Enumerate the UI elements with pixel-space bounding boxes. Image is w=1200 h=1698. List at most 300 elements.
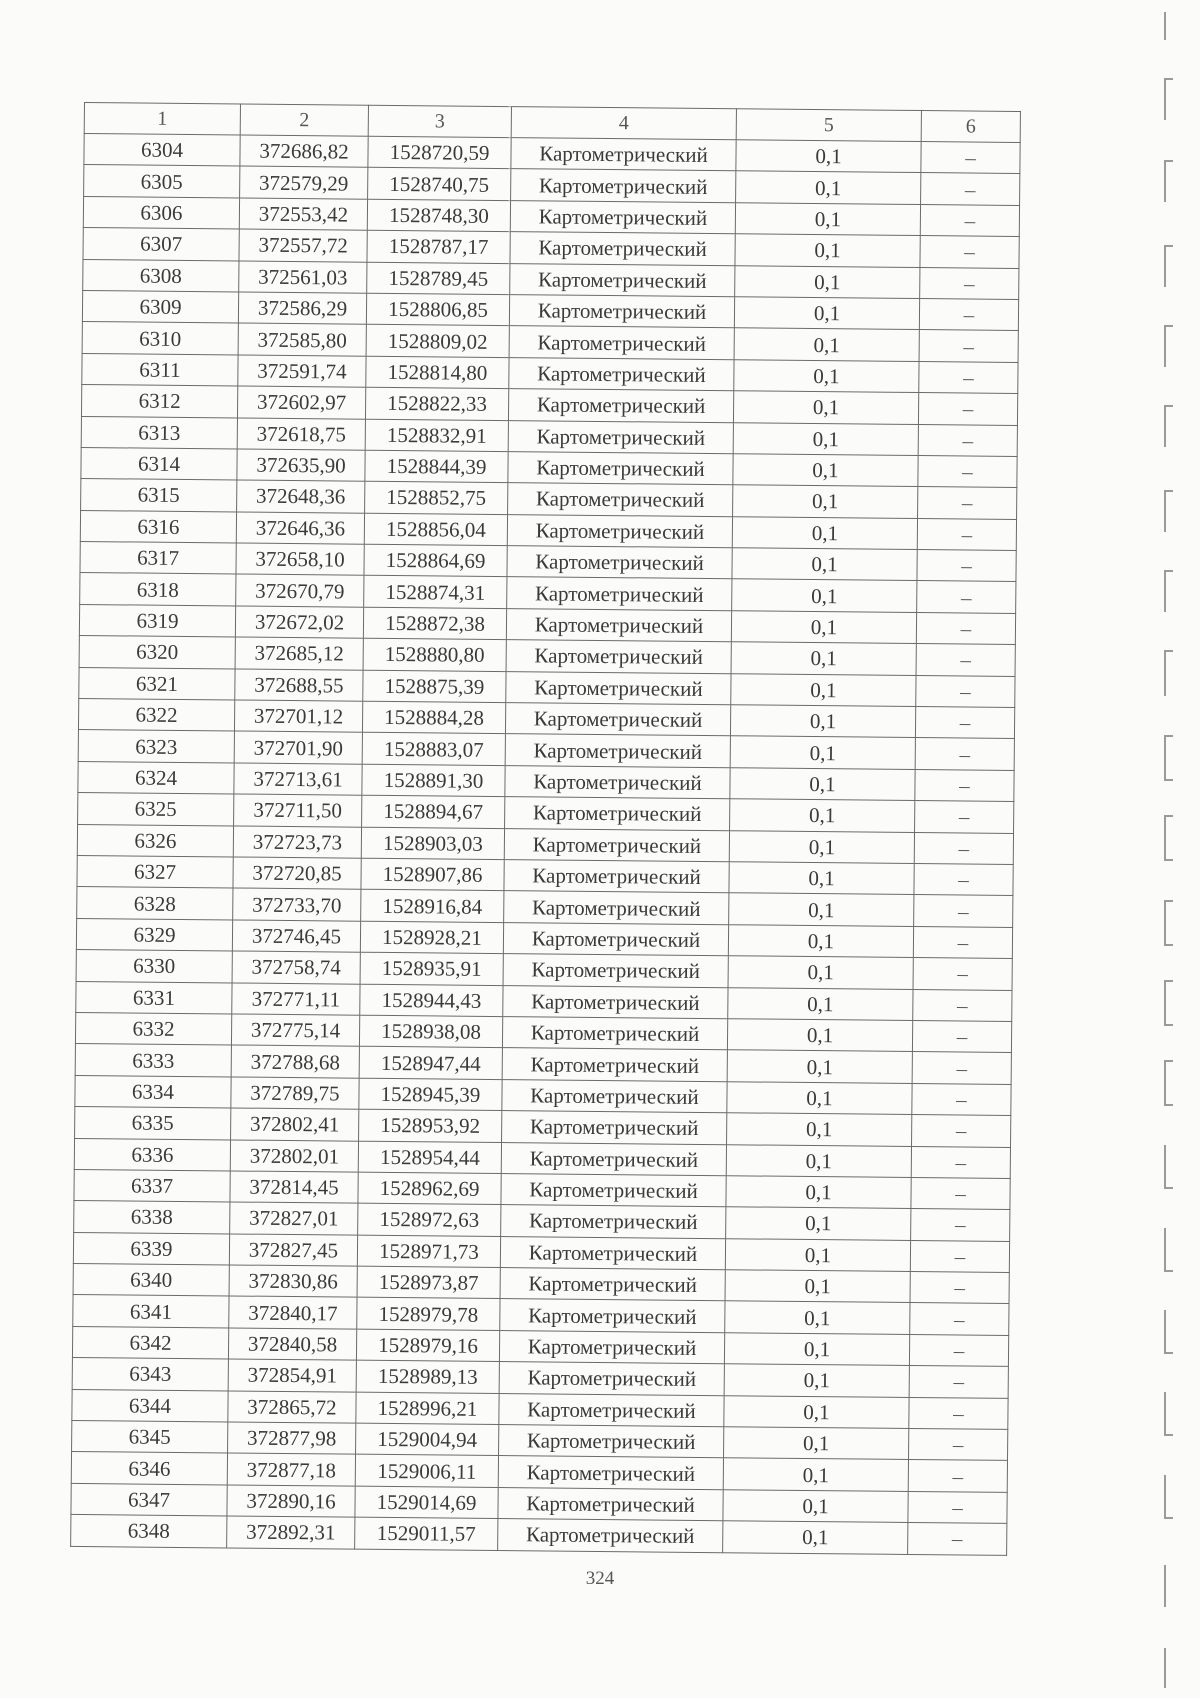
table-cell-dash: – [918,455,1017,487]
table-cell: 372802,41 [231,1108,359,1141]
table-cell: 1528720,59 [368,136,511,169]
table-cell: 6338 [74,1201,230,1234]
table-cell: 372814,45 [230,1171,358,1204]
table-cell: 1529006,11 [355,1455,498,1488]
edge-mark [1164,12,1173,40]
edge-mark [1164,815,1173,861]
table-cell: 1528907,86 [361,858,504,891]
table-cell-dash: – [912,1083,1011,1115]
table-cell: 6329 [76,918,232,951]
table-cell-dash: – [915,769,1014,801]
table-cell: Картометрический [498,1456,723,1490]
table-cell: Картометрический [500,1236,725,1270]
table-cell: 6337 [74,1169,230,1202]
table-cell: 0,1 [727,1081,912,1114]
table-cell: Картометрический [507,546,732,580]
table-cell: 372746,45 [232,920,360,953]
table-cell: 1528938,08 [359,1015,502,1048]
edge-mark [1164,1145,1173,1189]
table-cell-dash: – [909,1428,1008,1460]
table-cell-dash: – [918,393,1017,425]
table-cell: 1528806,85 [366,293,509,326]
table-cell: Картометрический [507,514,732,548]
table-cell: 6309 [82,290,238,323]
column-header: 1 [84,103,240,135]
table-cell: Картометрический [505,765,730,799]
table-cell-dash: – [911,1146,1010,1178]
table-cell: 6327 [77,855,233,888]
table-cell-dash: – [911,1177,1010,1209]
table-cell: 6325 [78,793,234,826]
table-cell: Картометрический [502,1016,727,1050]
table-cell-dash: – [919,298,1018,330]
table-cell: 6315 [81,479,237,512]
table-cell: 6347 [71,1483,227,1516]
edge-mark [1164,490,1173,532]
table-cell: Картометрический [506,671,731,705]
table-cell: 372827,01 [230,1202,358,1235]
table-cell: Картометрический [503,954,728,988]
table-cell: 372771,11 [232,983,360,1016]
edge-mark [1164,160,1173,202]
table-cell: 1528874,31 [364,576,507,609]
table-cell: 1528916,84 [361,890,504,923]
table-cell: 372701,90 [234,731,362,764]
table-cell: Картометрический [505,703,730,737]
table-cell-dash: – [910,1272,1009,1304]
table-cell: 6341 [73,1295,229,1328]
column-header: 5 [736,109,921,142]
table-cell-dash: – [914,832,1013,864]
table-cell: 0,1 [733,485,918,518]
table-cell: 372827,45 [229,1234,357,1267]
table-cell: 1528935,91 [360,952,503,985]
table-cell: 6321 [79,667,235,700]
table-cell: 372561,03 [239,261,367,294]
table-cell: 372586,29 [238,292,366,325]
table-cell: 6313 [81,416,237,449]
table-cell: 6314 [81,447,237,480]
table-cell-dash: – [908,1523,1007,1555]
table-cell-dash: – [909,1334,1008,1366]
table-cell: 0,1 [733,454,918,487]
table-cell: 372892,31 [227,1516,355,1549]
table-cell: 1528894,67 [362,795,505,828]
table-cell: 0,1 [723,1458,908,1491]
table-cell: 1528864,69 [364,544,507,577]
table-cell-dash: – [919,361,1018,393]
table-cell: Картометрический [505,734,730,768]
table-cell: 0,1 [731,642,916,675]
edge-mark [1164,1565,1173,1607]
table-cell: 0,1 [729,830,914,863]
edge-mark [1164,1310,1173,1354]
table-cell: 1528884,28 [362,701,505,734]
edge-mark [1164,1228,1173,1272]
table-cell: 6345 [72,1420,228,1453]
table-cell-dash: – [917,550,1016,582]
table-cell: 0,1 [727,1113,912,1146]
table-cell: 0,1 [726,1176,911,1209]
table-cell-dash: – [921,142,1020,174]
table-cell: Картометрический [511,169,736,203]
coordinates-table [70,102,1021,1556]
table-cell: 6306 [83,196,239,229]
table-cell: 6311 [82,353,238,386]
table-cell-dash: – [917,518,1016,550]
table-cell: Картометрический [499,1425,724,1459]
table-cell: 6334 [75,1075,231,1108]
table-cell: 6304 [84,134,240,167]
table-cell: 6340 [73,1264,229,1297]
table-cell: 0,1 [725,1270,910,1303]
table-cell-dash: – [919,330,1018,362]
table-cell: 1529011,57 [355,1517,498,1550]
table-cell: Картометрический [507,577,732,611]
table-cell: 0,1 [729,893,914,926]
table-cell-dash: – [909,1366,1008,1398]
table-cell-dash: – [917,581,1016,613]
table-cell-dash: – [908,1491,1007,1523]
table-cell: 1529004,94 [356,1423,499,1456]
table-cell: 0,1 [724,1333,909,1366]
table-cell: Картометрический [508,389,733,423]
table-cell: 0,1 [731,673,916,706]
table-cell: 1528787,17 [367,230,510,263]
table-cell-dash: – [920,236,1019,268]
table-cell: 0,1 [735,265,920,298]
table-cell: 0,1 [734,297,919,330]
table-cell: 372789,75 [231,1077,359,1110]
table-cell: 1528954,44 [358,1141,501,1174]
table-cell: 372758,74 [232,951,360,984]
table-cell: 1528903,03 [361,827,504,860]
table-cell: 372670,79 [236,574,364,607]
table-cell: 372840,17 [229,1296,357,1329]
table-cell-dash: – [921,173,1020,205]
table-cell: 372686,82 [240,135,368,168]
table-cell: 0,1 [735,203,920,236]
table-cell-dash: – [908,1460,1007,1492]
table-cell: 372635,90 [237,449,365,482]
table-cell: 1528809,02 [366,325,509,358]
table-cell: 0,1 [736,171,921,204]
table-cell: 1528973,87 [357,1266,500,1299]
table-cell: 1528814,80 [366,356,509,389]
table-cell: 0,1 [728,987,913,1020]
table-cell: 0,1 [726,1207,911,1240]
edge-mark [1164,650,1173,696]
table-cell: 0,1 [733,422,918,455]
table-cell-dash: – [920,267,1019,299]
table-cell: 372830,86 [229,1265,357,1298]
table-cell: 372585,80 [238,323,366,356]
table-cell: 6330 [76,950,232,983]
table-cell: 372648,36 [237,480,365,513]
table-cell: 372733,70 [233,888,361,921]
table-cell: 1528891,30 [362,764,505,797]
table-cell: Картометрический [508,483,733,517]
table-cell: 0,1 [732,548,917,581]
table-cell: Картометрический [503,922,728,956]
table-cell-dash: – [910,1303,1009,1335]
table-cell: 0,1 [724,1364,909,1397]
column-header: 2 [240,104,368,136]
edge-mark [1164,570,1173,612]
table-cell: 0,1 [727,1019,912,1052]
table-cell: 1528928,21 [360,921,503,954]
table-cell: 0,1 [730,799,915,832]
table-cell-dash: – [918,487,1017,519]
table-cell: 6339 [73,1232,229,1265]
table-cell: 1529014,69 [355,1486,498,1519]
table-cell: Картометрический [506,608,731,642]
column-header: 6 [921,111,1020,143]
table-cell: 6326 [77,824,233,857]
table-cell: 372865,72 [228,1391,356,1424]
table-cell: Картометрический [499,1330,724,1364]
table-cell: 1528971,73 [357,1235,500,1268]
table-cell-dash: – [912,1115,1011,1147]
table-cell: Картометрический [508,420,733,454]
table-cell-dash: – [914,863,1013,895]
edge-mark [1164,78,1173,120]
table-cell: 372579,29 [240,166,368,199]
table-cell-dash: – [916,675,1015,707]
table-cell: 0,1 [736,140,921,173]
table-cell-dash: – [913,926,1012,958]
table-cell: Картометрический [500,1268,725,1302]
table-cell: 372618,75 [237,418,365,451]
table-cell: 6307 [83,228,239,261]
table-cell: Картометрический [501,1205,726,1239]
table-cell: Картометрический [503,985,728,1019]
table-cell: 1528856,04 [364,513,507,546]
table-cell: 1528883,07 [362,733,505,766]
table-cell: Картометрический [505,797,730,831]
table-cell: Картометрический [504,828,729,862]
table-cell-dash: – [915,801,1014,833]
table-cell: 6318 [80,573,236,606]
table-cell: 372788,68 [231,1045,359,1078]
table-cell: 6320 [79,636,235,669]
table-cell: 6333 [75,1044,231,1077]
table-cell: 1528945,39 [359,1078,502,1111]
table-cell: 0,1 [731,611,916,644]
table-cell-dash: – [913,989,1012,1021]
table-cell: 6310 [82,322,238,355]
table-cell-dash: – [914,895,1013,927]
table-cell-dash: – [911,1209,1010,1241]
table-cell: 0,1 [733,391,918,424]
table-cell: 0,1 [735,234,920,267]
table-cell: 372672,02 [235,606,363,639]
table-cell-dash: – [909,1397,1008,1429]
table-cell: 372646,36 [236,512,364,545]
table-cell: 1528852,75 [365,482,508,515]
table-cell: 372802,01 [230,1139,358,1172]
table-cell: 372553,42 [239,198,367,231]
table-cell: Картометрический [502,1111,727,1145]
table-cell: 0,1 [734,328,919,361]
column-header: 4 [511,107,736,140]
table-cell: 372723,73 [233,826,361,859]
table-cell-dash: – [915,738,1014,770]
table-cell: Картометрический [509,357,734,391]
edge-mark [1164,405,1173,447]
table-cell-dash: – [916,644,1015,676]
table-cell: 372685,12 [235,637,363,670]
table-cell-dash: – [912,1052,1011,1084]
table-cell: 372890,16 [227,1485,355,1518]
table-cell: 1528832,91 [365,419,508,452]
table-cell: Картометрический [498,1519,723,1553]
table-cell: 372602,97 [237,386,365,419]
table-cell: 1528740,75 [368,168,511,201]
table-cell: 372720,85 [233,857,361,890]
table-cell: Картометрический [508,451,733,485]
table-cell-dash: – [915,707,1014,739]
table-cell: 1528979,78 [357,1298,500,1331]
table-cell: Картометрический [510,232,735,266]
edge-mark [1164,1392,1173,1436]
table-cell: 372701,12 [234,700,362,733]
table-cell: 1528875,39 [363,670,506,703]
edge-mark [1164,1475,1173,1519]
table-cell: 6344 [72,1389,228,1422]
table-cell: Картометрический [499,1362,724,1396]
table-cell: 372877,18 [227,1453,355,1486]
table-cell: 0,1 [727,1050,912,1083]
table-cell: 0,1 [724,1427,909,1460]
table-cell: 6331 [76,981,232,1014]
table-cell: Картометрический [501,1173,726,1207]
table-cell: 1528822,33 [365,387,508,420]
table-cell: 0,1 [728,924,913,957]
table-cell: Картометрический [504,891,729,925]
table-cell-dash: – [920,204,1019,236]
table-cell: 0,1 [725,1238,910,1271]
table-cell: Картометрический [511,138,736,172]
table-cell: 0,1 [732,516,917,549]
table-cell: 6343 [72,1358,228,1391]
table-cell: 372877,98 [228,1422,356,1455]
table-cell: 1528972,63 [358,1203,501,1236]
table-cell: Картометрический [510,263,735,297]
table-cell: 0,1 [723,1521,908,1554]
table-cell: 6322 [78,699,234,732]
table-cell: 6305 [84,165,240,198]
table-cell: 372688,55 [235,669,363,702]
table-cell: 6332 [75,1012,231,1045]
table-cell: 0,1 [725,1301,910,1334]
table-cell: 1528789,45 [367,262,510,295]
column-header: 3 [368,105,511,137]
table-cell: Картометрический [501,1142,726,1176]
table-cell: 372591,74 [238,355,366,388]
table-cell-dash: – [916,612,1015,644]
table-cell: 372557,72 [239,229,367,262]
table-cell: 372713,61 [234,763,362,796]
table-cell: 372711,50 [234,794,362,827]
edge-mark [1164,325,1173,367]
table-cell-dash: – [910,1240,1009,1272]
table-cell: 0,1 [726,1144,911,1177]
table-cell: Картометрический [499,1393,724,1427]
table-cell: 0,1 [732,579,917,612]
table-cell: 0,1 [730,768,915,801]
table-cell-dash: – [918,424,1017,456]
table-cell: 0,1 [734,359,919,392]
table-cell: Картометрический [502,1079,727,1113]
edge-mark [1164,980,1173,1026]
table-cell: 1528947,44 [359,1047,502,1080]
table-cell: 1528748,30 [367,199,510,232]
table-cell: 6319 [79,604,235,637]
table-cell: 6308 [83,259,239,292]
table-cell: 1528880,80 [363,638,506,671]
table-cell: Картометрический [509,295,734,329]
table-cell: 372775,14 [231,1014,359,1047]
table-cell: Картометрический [506,640,731,674]
table-cell: 0,1 [724,1395,909,1428]
edge-mark [1164,900,1173,946]
table-cell: 6317 [80,542,236,575]
table-body [71,134,1021,1555]
table-cell: 1528979,16 [356,1329,499,1362]
table-cell: 6348 [71,1515,227,1548]
table-cell-dash: – [913,958,1012,990]
table-cell: 372840,58 [228,1328,356,1361]
page-number: 324 [585,1568,615,1589]
edge-mark [1164,245,1173,287]
edge-mark [1164,1648,1173,1688]
table-cell-dash: – [912,1020,1011,1052]
table-cell: Картометрический [502,1048,727,1082]
table-cell: 1528953,92 [359,1109,502,1142]
table-cell: 6346 [71,1452,227,1485]
table-cell: 1528996,21 [356,1392,499,1425]
table-cell: 372658,10 [236,543,364,576]
binding-edge-marks [1160,0,1200,1698]
table-cell: 6342 [72,1326,228,1359]
table-cell: 6328 [77,887,233,920]
table-cell: Картометрический [510,200,735,234]
table-cell: 6324 [78,761,234,794]
table-cell: 1528989,13 [356,1360,499,1393]
edge-mark [1164,1060,1173,1106]
table-cell: 1528944,43 [360,984,503,1017]
edge-mark [1164,735,1173,781]
table-cell: 0,1 [729,862,914,895]
table-cell: Картометрический [498,1487,723,1521]
table-cell: 0,1 [728,956,913,989]
table-cell: 1528844,39 [365,450,508,483]
table-cell: 1528872,38 [363,607,506,640]
table-cell: Картометрический [500,1299,725,1333]
table-cell: 0,1 [723,1489,908,1522]
table-cell: 0,1 [730,705,915,738]
table-cell: 6335 [75,1107,231,1140]
table-cell: 0,1 [730,736,915,769]
table-cell: 6336 [74,1138,230,1171]
table-cell: 372854,91 [228,1359,356,1392]
table-cell: Картометрический [509,326,734,360]
table-cell: 6323 [78,730,234,763]
table-cell: Картометрический [504,860,729,894]
table-cell: 1528962,69 [358,1172,501,1205]
table-cell: 6312 [81,385,237,418]
